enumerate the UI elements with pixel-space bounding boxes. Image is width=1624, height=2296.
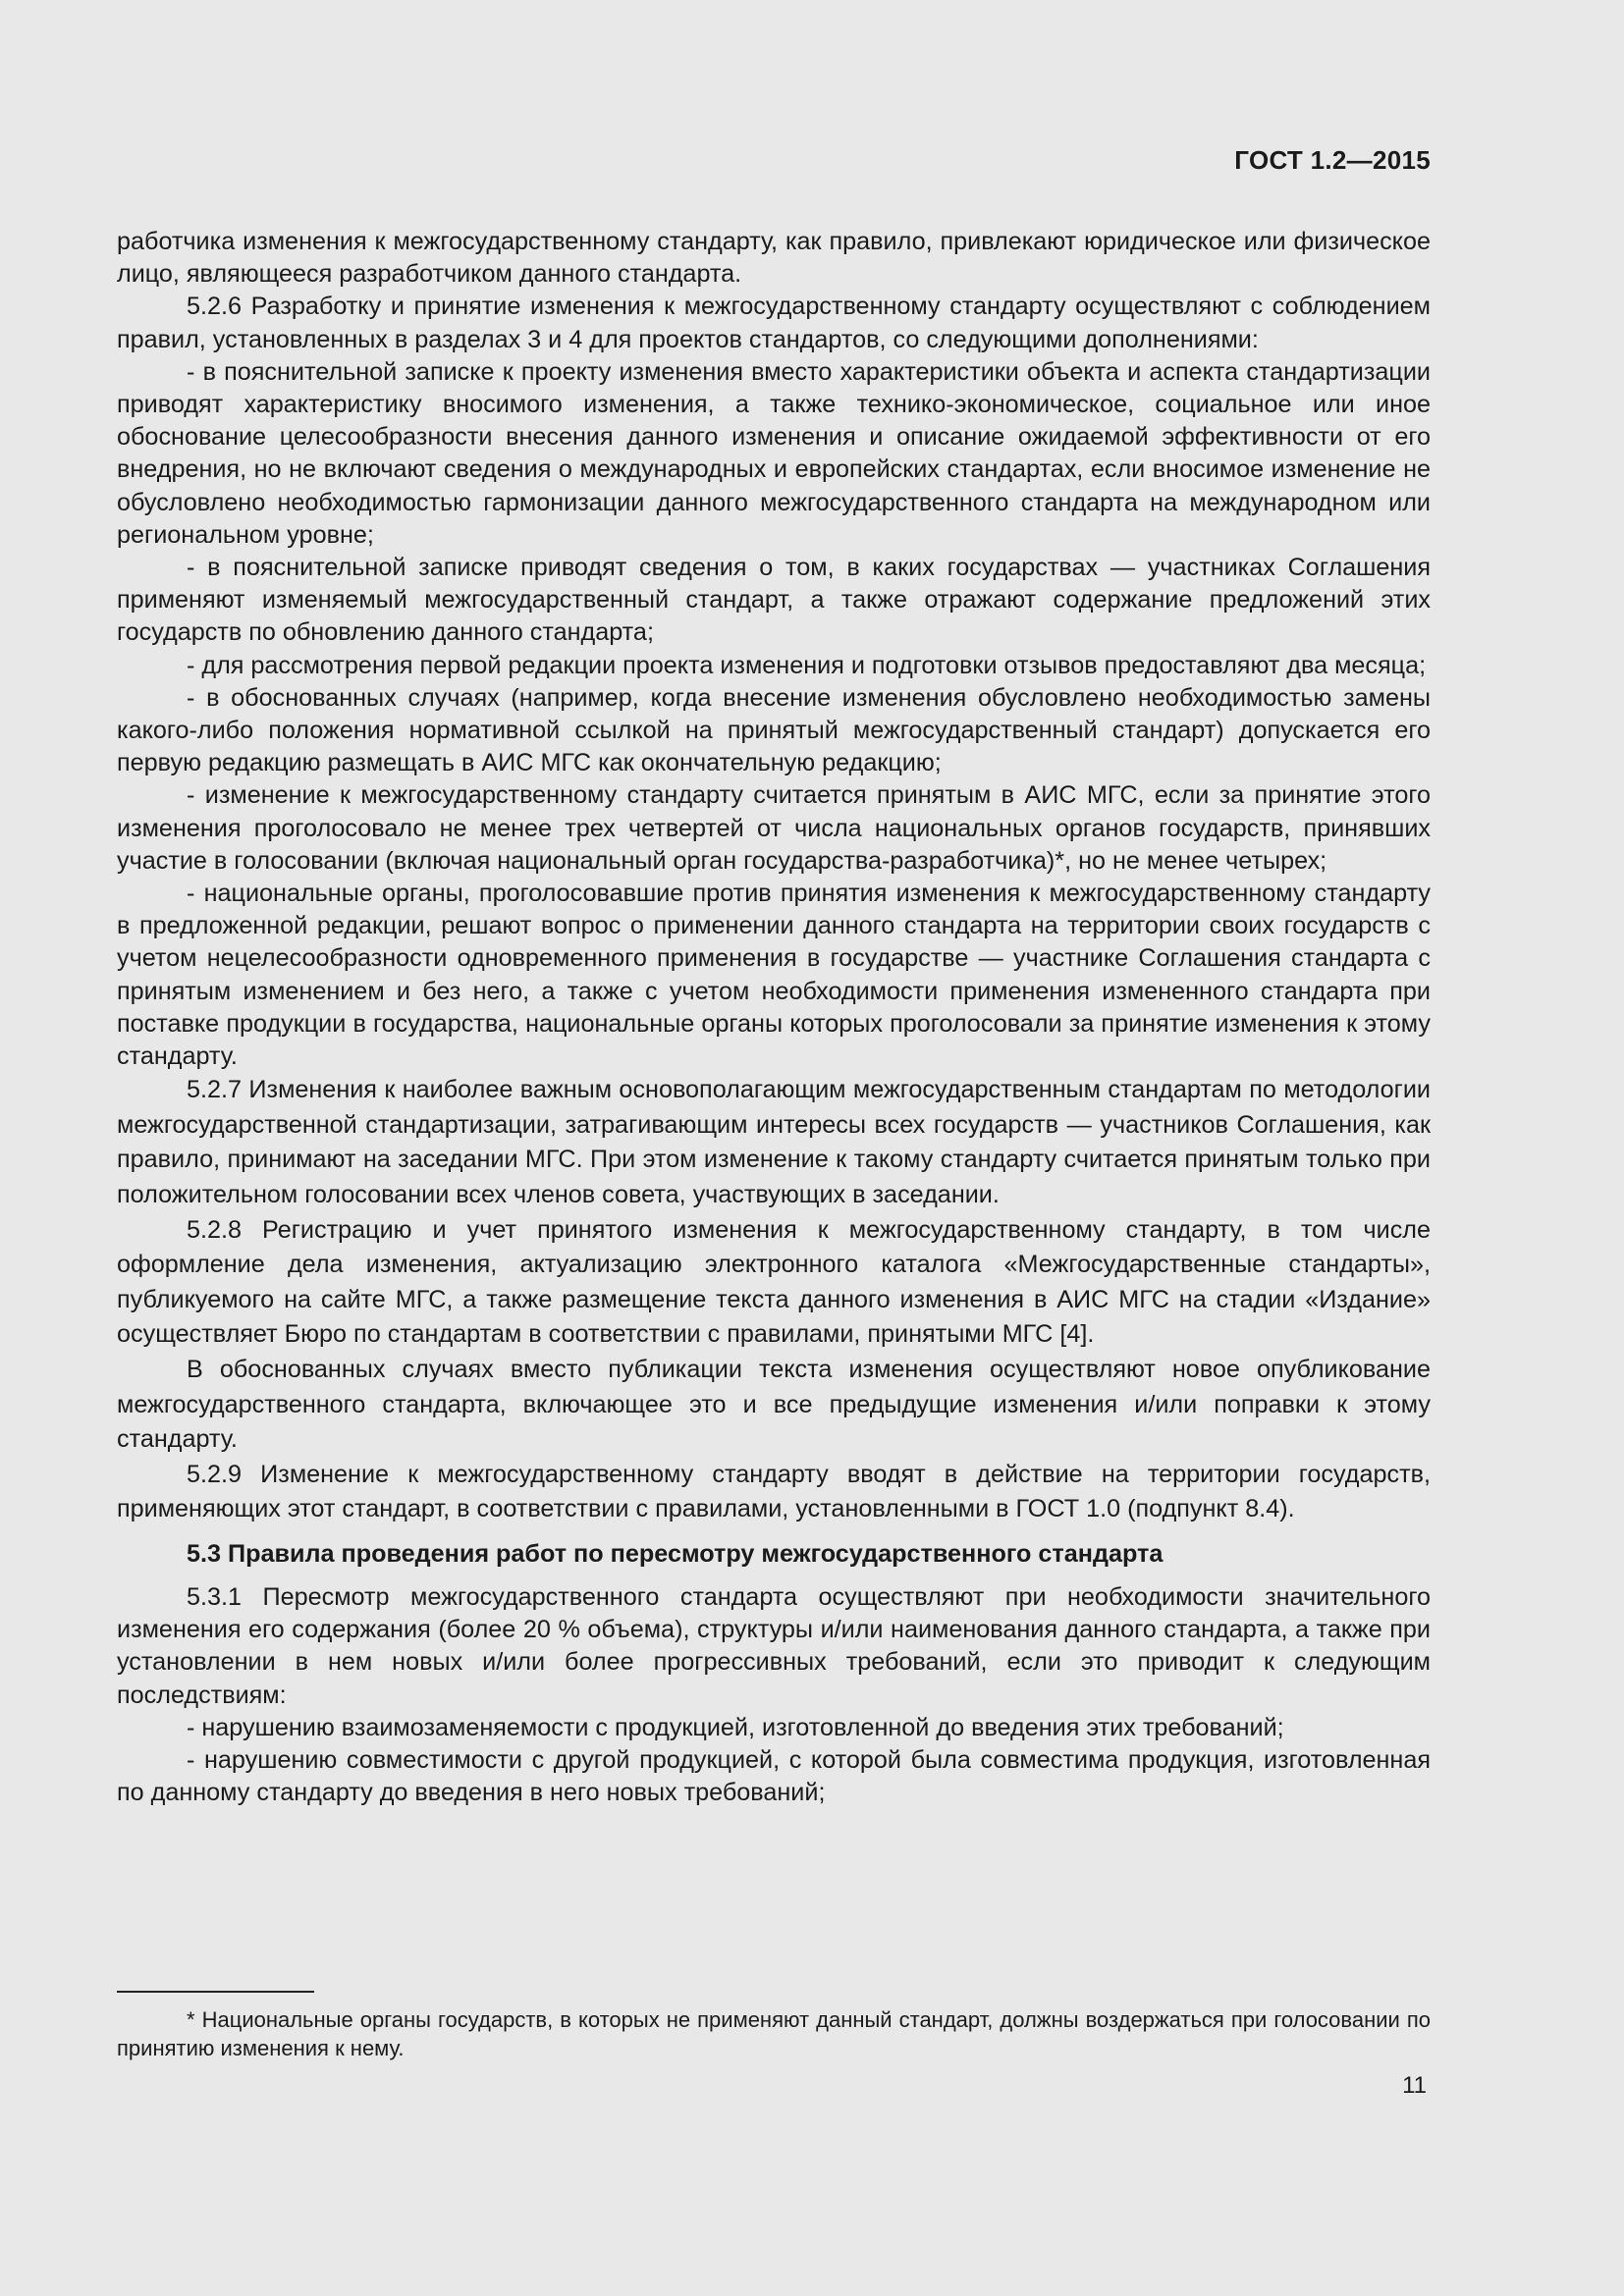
list-item-interchangeability: - нарушению взаимозаменяемости с продукцией, изготовленной до введения этих требований; xyxy=(187,1713,1284,1741)
paragraph-5-2-8: 5.2.8 Регистрацию и учет принятого изменения к межгосударственному стандарту, в том числе оформление дела изменения, актуализацию электронного каталога «Межгосударственные стандарты», публикуемого на сайте МГС, а также размещение текста данного изменения в АИС МГС на стадии «Издание» осуществляет Бюро по стандартам в соответствии с правилами, принятыми МГС [4]. xyxy=(117,1215,1431,1349)
list-item-acceptance-rule: - изменение к межгосударственному стандарту считается принятым в АИС МГС, если за принятие этого изменения проголосовало не менее трех четвертей от числа национальных органов государств, принявших участие в голосовании (включая национальный орган государства-разработчика)*, но не менее четырех; xyxy=(117,781,1431,875)
footnote-text: * Национальные органы государств, в которых не применяют данный стандарт, должны воздержаться при голосовании по принятию изменения к нему. xyxy=(117,2007,1431,2060)
list-item-compatibility: - нарушению совместимости с другой продукцией, с которой была совместима продукция, изготовленная по данному стандарту до введения в него новых требований; xyxy=(117,1746,1431,1807)
paragraph-5-3-1: 5.3.1 Пересмотр межгосударственного стандарта осуществляют при необходимости значительного изменения его содержания (более 20 % объема), структуры и/или наименования данного стандарта, а также при установлении в нем новых и/или более прогрессивных требований, если это приводит к следующим последствиям: xyxy=(117,1583,1431,1709)
list-item-explanatory-note-states: - в пояснительной записке приводят сведения о том, в каких государствах — участниках Соглашения применяют изменяемый межгосударственный стандарт, а также отражают содержание предложений этих государств по обновлению данного стандарта; xyxy=(117,554,1431,647)
paragraph-5-2-7: 5.2.7 Изменения к наиболее важным основополагающим межгосударственным стандартам по методологии межгосударственной стандартизации, затрагивающим интересы всех государств — участников Соглашения, как правило, принимают на заседании МГС. При этом изменение к такому стандарту считается принятым только при положительном голосовании всех членов совета, участвующих в заседании. xyxy=(117,1076,1431,1209)
list-item-national-bodies-against: - национальные органы, проголосовавшие против принятия изменения к межгосударственному стандарту в предложенной редакции, решают вопрос о применении данного стандарта на территории своих государств с учетом нецелесообразности одновременного применения в государстве — участнике Соглашения стандарта с принятым изменением и без него, а также с учетом необходимости применения измененного стандарта при поставке продукции в государства, национальные органы которых проголосовали за принятие изменения к этому стандарту. xyxy=(117,880,1431,1071)
section-heading-5-3: 5.3 Правила проведения работ по пересмотру межгосударственного стандарта xyxy=(187,1540,1164,1568)
footnote-separator xyxy=(117,1991,314,1993)
list-item-review-period: - для рассмотрения первой редакции проекта изменения и подготовки отзывов предоставляют два месяца; xyxy=(187,651,1427,679)
footnote xyxy=(117,2005,1431,2062)
paragraph-continuation: работчика изменения к межгосударственному стандарту, как правило, привлекают юридическое или физическое лицо, являющееся разработчиком данного стандарта. xyxy=(117,228,1431,289)
page-number: 11 xyxy=(1402,2072,1427,2099)
paragraph-5-2-6: 5.2.6 Разработку и принятие изменения к межгосударственному стандарту осуществляют с соблюдением правил, установленных в разделах 3 и 4 для проектов стандартов, со следующими дополнениями: xyxy=(117,293,1431,353)
document-code-header: ГОСТ 1.2—2015 xyxy=(1234,145,1431,175)
list-item-explanatory-note-characteristics: - в пояснительной записке к проекту изменения вместо характеристики объекта и аспекта стандартизации приводят характеристику вносимого изменения, а также технико-экономическое, социальное или иное обоснование целесообразности внесения данного изменения и описание ожидаемой эффективности от его внедрения, но не включают сведения о международных и европейских стандартах, если вносимое изменение не обусловлено необходимостью гармонизации данного межгосударственного стандарта на международном или региональном уровне; xyxy=(117,357,1431,549)
list-item-justified-cases: - в обоснованных случаях (например, когда внесение изменения обусловлено необходимостью замены какого-либо положения нормативной ссылкой на принятый межгосударственный стандарт) допускается его первую редакцию размещать в АИС МГС как окончательную редакцию; xyxy=(117,683,1431,777)
paragraph-republication: В обоснованных случаях вместо публикации текста изменения осуществляют новое опубликование межгосударственного стандарта, включающее это и все предыдущие изменения и/или поправки к этому стандарту. xyxy=(117,1356,1431,1454)
body-text xyxy=(117,226,1431,1809)
paragraph-5-2-9: 5.2.9 Изменение к межгосударственному стандарту вводят в действие на территории государств, применяющих этот стандарт, в соответствии с правилами, установленными в ГОСТ 1.0 (подпункт 8.4). xyxy=(117,1460,1431,1523)
